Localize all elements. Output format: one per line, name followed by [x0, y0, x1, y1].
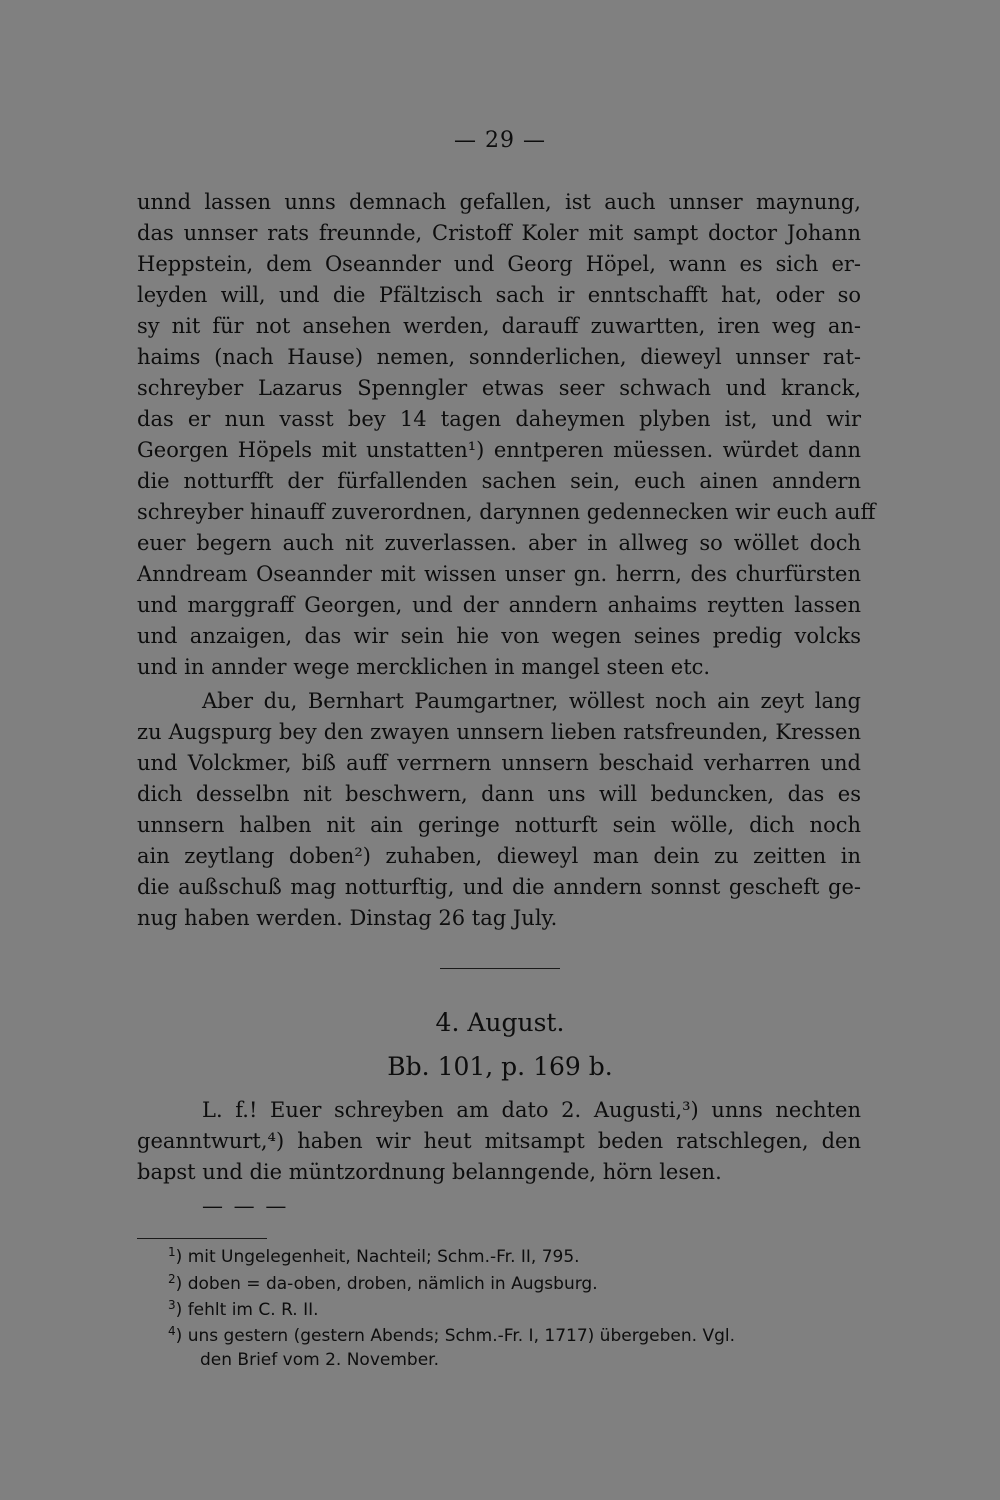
text-line: haims (nach Hause) nemen, sonnderlichen, dieweyl unnser rat- [137, 345, 861, 369]
text-line: euer begern auch nit zuverlassen. aber in allweg so wöllet doch [137, 531, 861, 555]
text-line: Heppstein, dem Oseannder und Georg Höpel, wann es sich er- [137, 252, 861, 276]
footnote-text: uns gestern (gestern Abends; Schm.-Fr. I, 1717) übergeben. Vgl. [187, 1326, 736, 1346]
text-line: das er nun vasst bey 14 tagen daheymen plyben ist, und wir [137, 407, 861, 431]
text-line: schreyber Lazarus Spenngler etwas seer schwach und kranck, [137, 376, 861, 400]
page-number: — 29 — [454, 128, 546, 153]
footnote-rule [137, 1238, 267, 1239]
footnote: $^2$) doben = da-oben, droben, nämlich in Augsburg. [168, 1272, 598, 1294]
text-line: ain zeytlang doben²) zuhaben, dieweyl man dein zu zeitten in [137, 844, 861, 868]
footnote-marker: 4 [168, 1324, 176, 1338]
footnote-marker: 3 [168, 1298, 176, 1312]
text-line: unnsern halben nit ain geringe notturft sein wölle, dich noch [137, 813, 861, 837]
text-line: und in annder wege mercklichen in mangel steen etc. [137, 655, 711, 679]
footnote-marker: 2 [168, 1272, 176, 1286]
omission-marks: — — — [202, 1194, 289, 1218]
text-line: Aber du, Bernhart Paumgartner, wöllest noch ain zeyt lang [202, 689, 861, 713]
text-line: unnd lassen unns demnach gefallen, ist auch unnser maynung, [137, 190, 861, 214]
text-line: die notturfft der fürfallenden sachen sein, euch ainen anndern [137, 469, 861, 493]
footnote: $^3$) fehlt im C. R. II. [168, 1298, 319, 1320]
text-line: Anndream Oseannder mit wissen unser gn. herrn, des churfürsten [137, 562, 861, 586]
footnote-marker: 1 [168, 1245, 176, 1259]
text-line: zu Augspurg bey den zwayen unnsern lieben ratsfreunden, Kressen [137, 720, 861, 744]
text-line: schreyber hinauff zuverordnen, darynnen gedennecken wir euch auff [137, 500, 876, 524]
footnote: $^4$) uns gestern (gestern Abends; Schm.-Fr. I, 1717) übergeben. Vgl. [168, 1324, 736, 1346]
footnote-text: mit Ungelegenheit, Nachteil; Schm.-Fr. II, 795. [187, 1247, 580, 1267]
text-line: Georgen Höpels mit unstatten¹) enntperen müessen. würdet dann [137, 438, 861, 462]
section-date-heading: 4. August. [435, 1008, 565, 1037]
text-line: sy nit für not ansehen werden, darauff zuwartten, iren weg an- [137, 314, 861, 338]
text-line: geanntwurt,⁴) haben wir heut mitsampt beden ratschlegen, den [137, 1129, 861, 1153]
footnote-text: fehlt im C. R. II. [187, 1300, 319, 1320]
text-line: das unnser rats freunnde, Cristoff Koler mit sampt doctor Johann [137, 221, 861, 245]
text-line: leyden will, und die Pfältzisch sach ir enntschafft hat, oder so [137, 283, 861, 307]
text-line: dich desselbn nit beschwern, dann uns will beduncken, das es [137, 782, 861, 806]
text-line: und anzaigen, das wir sein hie von wegen seines predig volcks [137, 624, 861, 648]
footnote-continuation: den Brief vom 2. November. [200, 1350, 439, 1370]
text-line: L. f.! Euer schreyben am dato 2. Augusti,³) unns nechten [202, 1098, 861, 1122]
section-source-heading: Bb. 101, p. 169 b. [387, 1052, 613, 1081]
text-line: nug haben werden. Dinstag 26 tag July. [137, 906, 558, 930]
text-line: bapst und die müntzordnung belanngende, hörn lesen. [137, 1160, 722, 1184]
footnote-text: doben = da-oben, droben, nämlich in Augsburg. [187, 1274, 598, 1294]
text-line: die außschuß mag notturftig, und die anndern sonnst gescheft ge- [137, 875, 861, 899]
text-line: und Volckmer, biß auff verrnern unnsern beschaid verharren und [137, 751, 861, 775]
text-line: und marggraff Georgen, und der anndern anhaims reytten lassen [137, 593, 861, 617]
footnote: $^1$) mit Ungelegenheit, Nachteil; Schm.-Fr. II, 795. [168, 1245, 580, 1267]
section-divider [440, 968, 560, 969]
